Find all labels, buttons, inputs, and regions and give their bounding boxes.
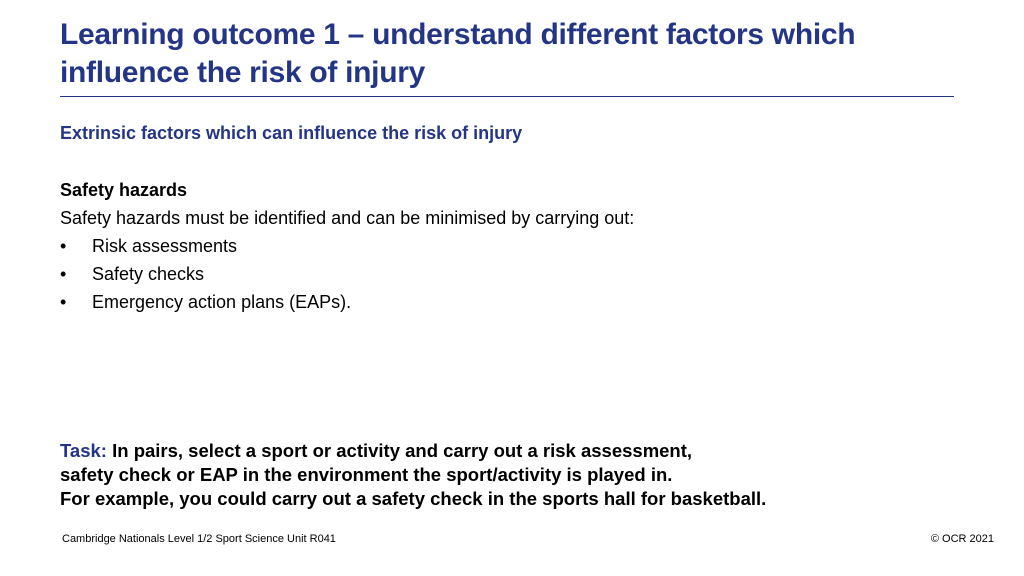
slide-subtitle: Extrinsic factors which can influence the risk of injury: [60, 123, 523, 143]
task-line: safety check or EAP in the environment the sport/activity is played in.: [60, 464, 673, 485]
list-item: [60, 288, 960, 316]
footer-course-label: Cambridge Nationals Level 1/2 Sport Science Unit R041: [62, 533, 336, 545]
list-item: [60, 232, 960, 260]
bullet-icon: •: [60, 264, 67, 284]
task-box: [60, 439, 960, 511]
list-item-text: Emergency action plans (EAPs).: [92, 292, 352, 312]
task-line: For example, you could carry out a safety check in the sports hall for basketball.: [60, 488, 767, 509]
bullet-icon: •: [60, 292, 67, 312]
list-item-text: Risk assessments: [92, 236, 238, 256]
task-line: In pairs, select a sport or activity and carry out a risk assessment,: [112, 440, 693, 461]
bullet-list: [60, 232, 960, 316]
bullet-icon: •: [60, 236, 67, 256]
footer-copyright: © OCR 2021: [930, 533, 994, 545]
task-label: Task:: [60, 440, 107, 461]
list-item: [60, 260, 960, 288]
content-body: [60, 176, 960, 316]
slide-title: Learning outcome 1 – understand different factors which influence the risk of injury: [60, 18, 856, 89]
title-divider: [60, 96, 954, 97]
section-heading: Safety hazards: [60, 180, 188, 200]
list-item-text: Safety checks: [92, 264, 205, 284]
intro-text: Safety hazards must be identified and can be minimised by carrying out:: [60, 208, 635, 228]
